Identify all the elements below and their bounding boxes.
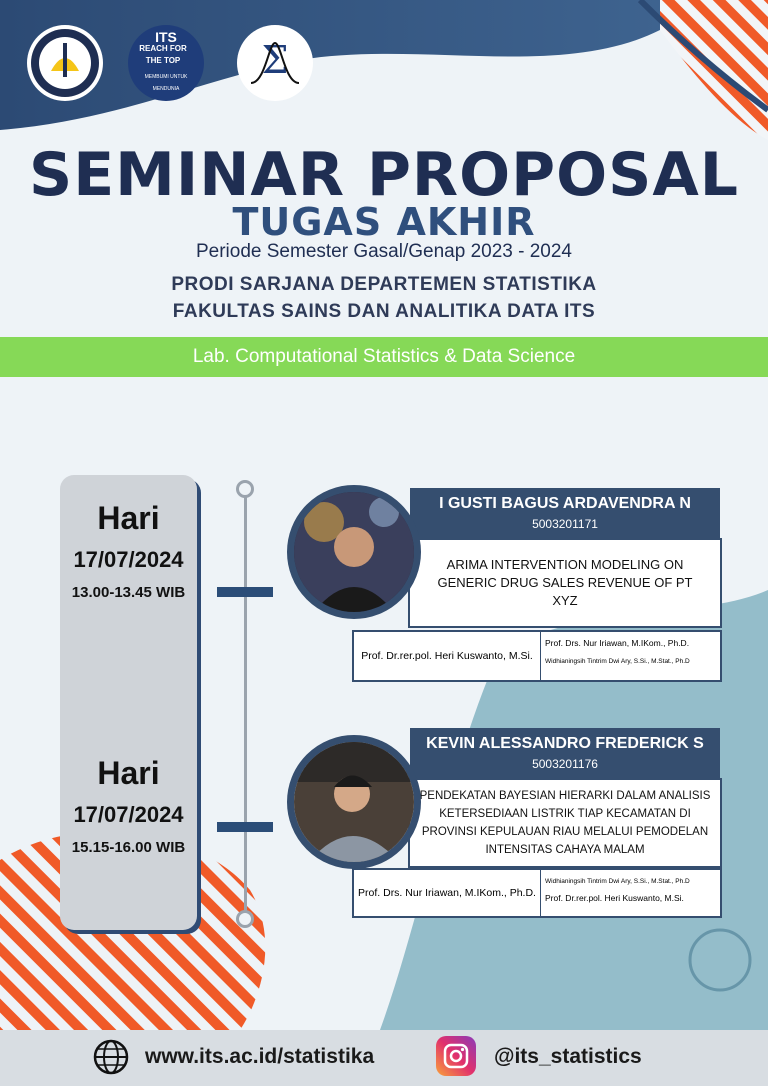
supervisor-1: Prof. Dr.rer.pol. Heri Kuswanto, M.Si.: [354, 632, 541, 680]
instagram-handle[interactable]: @its_statistics: [494, 1045, 642, 1068]
instagram-icon: [436, 1036, 476, 1076]
date-1: 17/07/2024: [73, 547, 184, 572]
schedule-card: [60, 475, 197, 930]
day-label-1: Hari: [97, 500, 160, 536]
student-name-1: I GUSTI BAGUS ARDAVENDRA N: [439, 495, 691, 512]
timeline-marker-2: [217, 822, 273, 832]
statistics-logo: [237, 25, 313, 101]
student-photo-1: [287, 485, 421, 619]
globe-icon: [92, 1038, 130, 1076]
committee-box-2: [352, 868, 722, 918]
examiner-2b: Prof. Dr.rer.pol. Heri Kuswanto, M.Si.: [545, 893, 684, 903]
time-1: 13.00-13.45 WIB: [71, 584, 186, 601]
page-subtitle: TUGAS AKHIR: [232, 200, 536, 244]
lab-banner: Lab. Computational Statistics & Data Science: [0, 337, 768, 377]
date-2: 17/07/2024: [73, 802, 184, 827]
its-motto: MEMBUMI UNTUK MENDUNIA: [144, 74, 188, 92]
timeline-line: [244, 488, 247, 918]
periode-text: Periode Semester Gasal/Genap 2023 - 2024: [195, 241, 572, 262]
prodi-line-1: PRODI SARJANA DEPARTEMEN STATISTIKA: [171, 274, 597, 295]
student-header-2: [410, 728, 720, 778]
timeline-marker-1: [217, 587, 273, 597]
student-nrp-2: 5003201176: [532, 757, 598, 771]
its-slogan: REACH FOR THE TOP: [139, 44, 187, 65]
day-label-2: Hari: [97, 755, 160, 791]
department-logo: [27, 25, 103, 101]
svg-text:Σ: Σ: [261, 38, 289, 82]
thesis-box-1: [408, 538, 722, 628]
examiner-2a: Widhianingsih Tintrim Dwi Ary, S.Si., M.Stat., Ph.D: [545, 878, 690, 885]
supervisor-2: Prof. Drs. Nur Iriawan, M.IKom., Ph.D.: [354, 870, 541, 916]
examiner-1b: Widhianingsih Tintrim Dwi Ary, S.Si., M.Stat., Ph.D: [545, 658, 690, 665]
examiner-1a: Prof. Drs. Nur Iriawan, M.IKom., Ph.D.: [545, 638, 690, 648]
timeline-dot-bottom: [236, 910, 254, 928]
its-logo: [128, 25, 204, 101]
committee-box-1: [352, 630, 722, 682]
timeline-dot-top: [236, 480, 254, 498]
time-2: 15.15-16.00 WIB: [71, 839, 186, 856]
its-logo-text: ITS: [155, 29, 177, 45]
thesis-title-2: PENDEKATAN BAYESIAN HIERARKI DALAM ANALISIS KETERSEDIAAN LISTRIK TIAP KECAMATAN DI PROVINSI KEPULAUAN RIAU MELALUI PEMODELAN INTENSITAS CAHAYA MALAM: [419, 790, 711, 856]
prodi-line-2: FAKULTAS SAINS DAN ANALITIKA DATA ITS: [172, 301, 596, 322]
thesis-box-2: [408, 778, 722, 868]
student-header-1: [410, 488, 720, 538]
thesis-title-1: ARIMA INTERVENTION MODELING ON GENERIC DRUG SALES REVENUE OF PT XYZ: [437, 557, 693, 608]
page-title: SEMINAR PROPOSAL: [28, 140, 739, 210]
student-name-2: KEVIN ALESSANDRO FREDERICK S: [426, 735, 704, 752]
student-nrp-1: 5003201171: [532, 517, 598, 531]
website-link[interactable]: www.its.ac.id/statistika: [145, 1045, 375, 1068]
student-photo-2: [287, 735, 421, 869]
